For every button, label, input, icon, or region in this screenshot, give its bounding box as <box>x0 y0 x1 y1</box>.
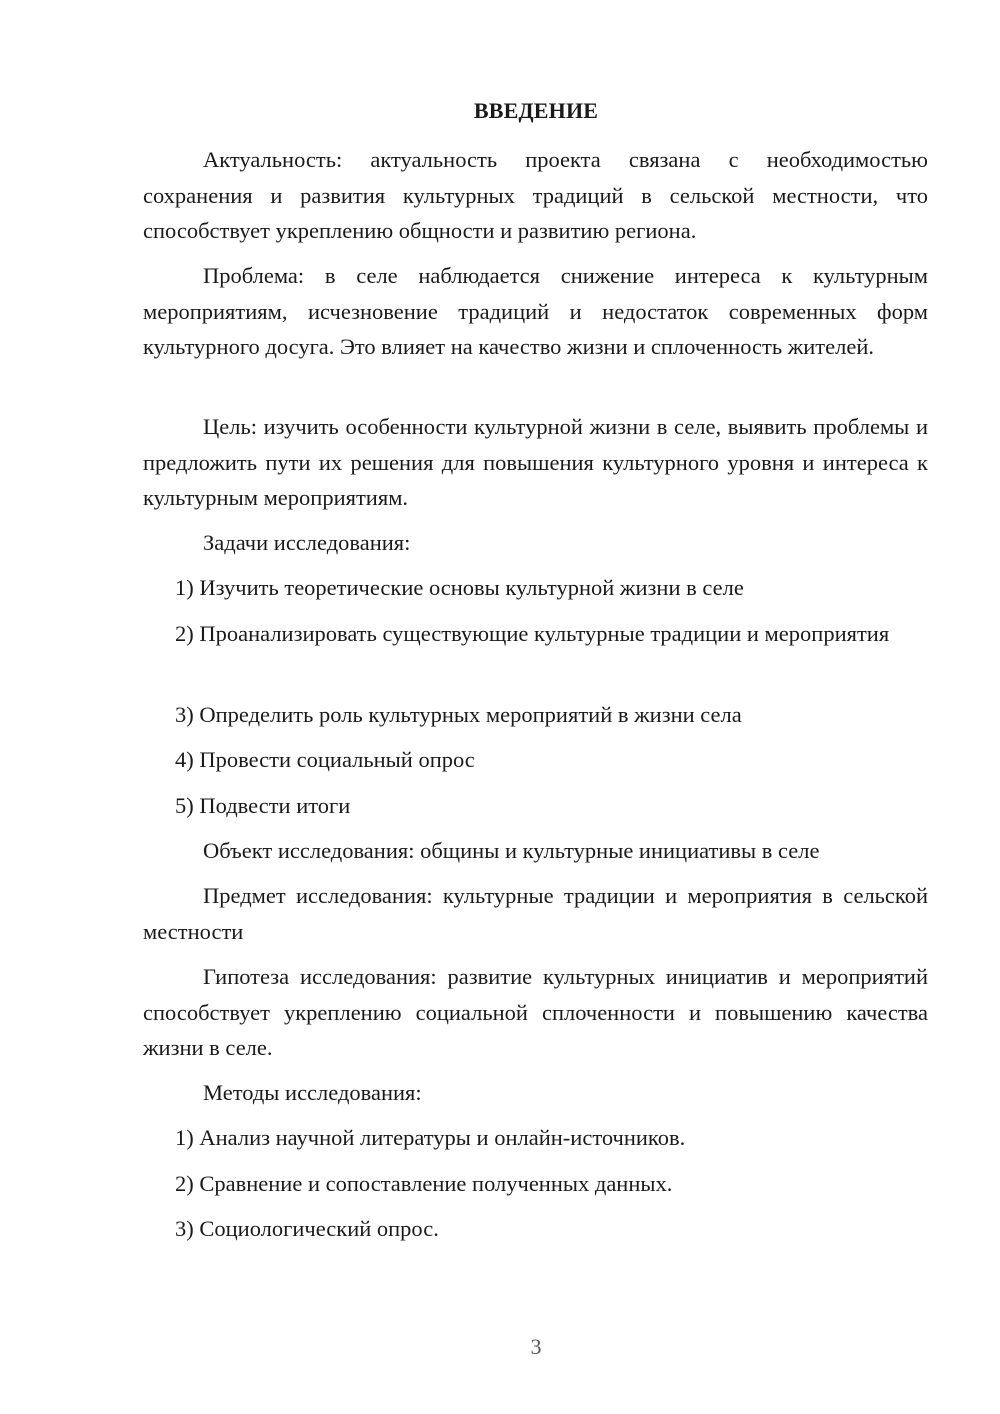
task-item: 3) Определить роль культурных мероприятий в жизни села <box>175 702 742 727</box>
task-item: 4) Провести социальный опрос <box>175 747 475 772</box>
object-paragraph: Объект исследования: общины и культурные инициативы в селе <box>203 838 820 863</box>
page-number: 3 <box>530 1334 542 1359</box>
method-item: 2) Сравнение и сопоставление полученных данных. <box>175 1171 673 1196</box>
task-item: 5) Подвести итоги <box>175 793 351 818</box>
method-item: 1) Анализ научной литературы и онлайн-источников. <box>175 1125 686 1150</box>
task-item: 2) Проанализировать существующие культурные традиции и мероприятия <box>175 621 890 646</box>
relevance-paragraph: Актуальность: актуальность проекта связана с необходимостью сохранения и развития культурных традиций в сельской местности, что способствует укреплению общности и развитию региона. <box>143 147 928 243</box>
problem-paragraph: Проблема: в селе наблюдается снижение интереса к культурным мероприятиям, исчезновение традиций и недостаток современных форм культурного досуга. Это влияет на качество жизни и сплоченность жителей. <box>143 263 928 359</box>
page-title: ВВЕДЕНИЕ <box>473 98 599 123</box>
subject-paragraph: Предмет исследования: культурные традиции и мероприятия в сельской местности <box>143 883 928 944</box>
goal-paragraph: Цель: изучить особенности культурной жизни в селе, выявить проблемы и предложить пути их решения для повышения культурного уровня и интереса к культурным мероприятиям. <box>143 414 928 510</box>
method-item: 3) Социологический опрос. <box>175 1216 439 1241</box>
tasks-title: Задачи исследования: <box>203 530 411 555</box>
hypothesis-paragraph: Гипотеза исследования: развитие культурных инициатив и мероприятий способствует укреплению социальной сплоченности и повышению качества жизни в селе. <box>143 964 928 1060</box>
methods-title: Методы исследования: <box>203 1080 422 1105</box>
task-item: 1) Изучить теоретические основы культурной жизни в селе <box>175 575 744 600</box>
